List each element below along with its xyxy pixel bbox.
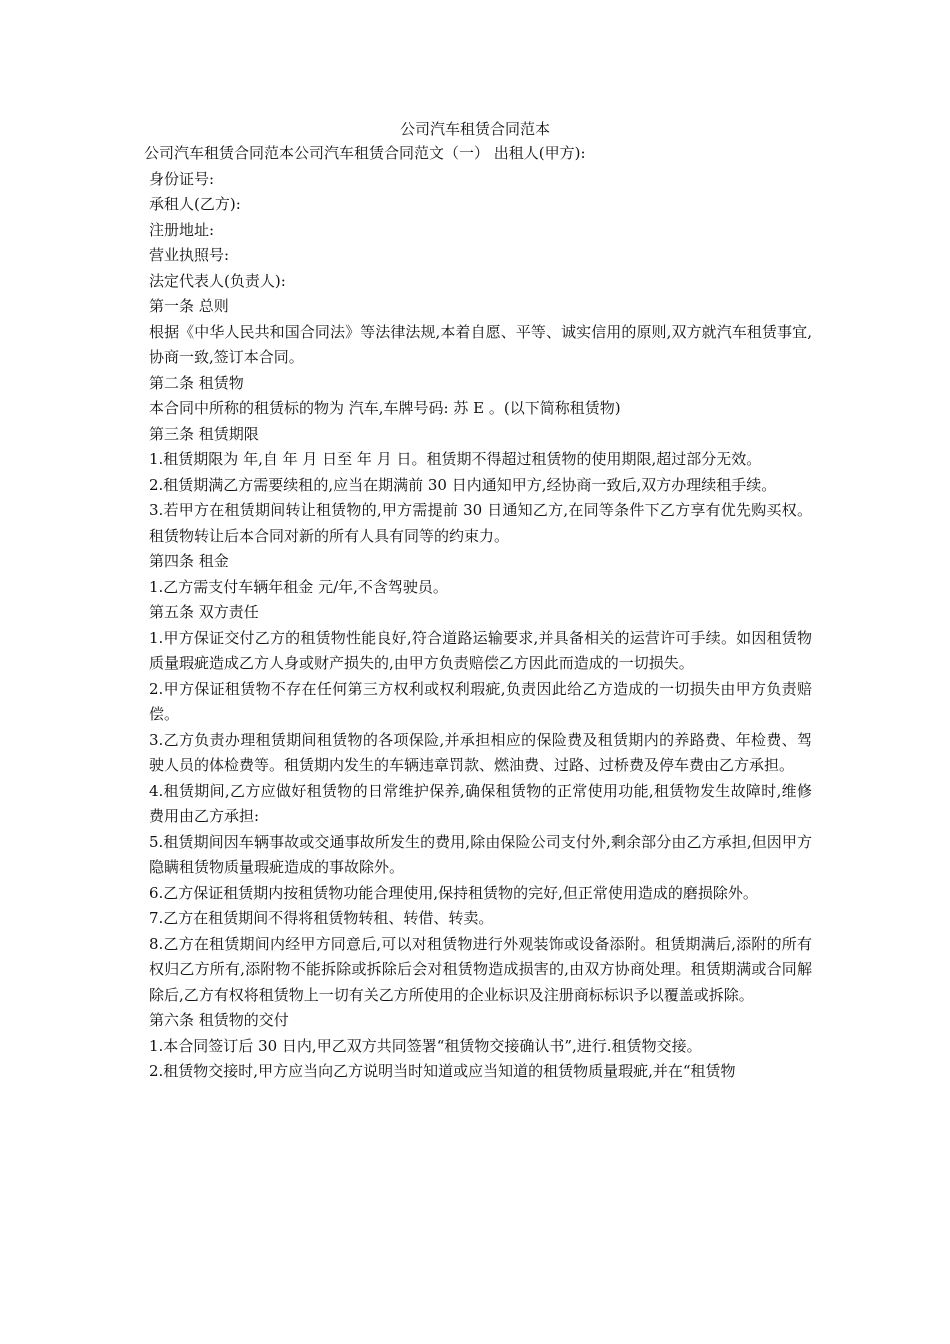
article-1-heading: 第一条 总则 — [149, 297, 229, 315]
article-5-item-4: 4.租赁期间,乙方应做好租赁物的日常维护保养,确保租赁物的正常使用功能,租赁物发生故障时,维修费用由乙方承担: — [149, 781, 812, 825]
article-5-item-7: 7.乙方在租赁期间不得将租赁物转租、转借、转卖。 — [149, 909, 494, 927]
article-6-item-1: 1.本合同签订后 30 日内,甲乙双方共同签署“租赁物交接确认书”,进行.租赁物交接。 — [149, 1036, 702, 1055]
id-number-field: 身份证号: — [149, 169, 215, 188]
article-5-item-2: 2.甲方保证租赁物不存在任何第三方权利或权利瑕疵,负责因此给乙方造成的一切损失由甲方负责赔偿。 — [149, 679, 812, 723]
article-2-text: 本合同中所称的租赁标的物为 汽车,车牌号码: 苏 E 。(以下简称租赁物) — [149, 399, 621, 417]
article-1-text: 根据《中华人民共和国合同法》等法律法规,本着自愿、平等、诚实信用的原则,双方就汽车租赁事宜,协商一致,签订本合同。 — [149, 322, 812, 366]
article-3-item-1: 1.租赁期限为 年,自 年 月 日至 年 月 日。租赁期不得超过租赁物的使用期限,超过部分无效。 — [149, 450, 762, 468]
article-5-item-8: 8.乙方在租赁期间内经甲方同意后,可以对租赁物进行外观装饰或设备添附。租赁期满后,添附的所有权归乙方所有,添附物不能拆除或拆除后会对租赁物造成损害的,由双方协商处理。租赁期满或合同解除后,乙方有权将租赁物上一切有关乙方所使用的企业标识及注册商标标识予以覆盖或拆除。 — [149, 934, 812, 1004]
registered-address-field: 注册地址: — [149, 220, 215, 239]
lessee-field: 承租人(乙方): — [149, 195, 241, 213]
article-4-heading: 第四条 租金 — [149, 552, 229, 570]
article-5-item-6: 6.乙方保证租赁期内按租赁物功能合理使用,保持租赁物的完好,但正常使用造成的磨损除外。 — [149, 883, 758, 902]
article-2-heading: 第二条 租赁物 — [149, 373, 244, 392]
article-5-item-1: 1.甲方保证交付乙方的租赁物性能良好,符合道路运输要求,并具备相关的运营许可手续。如因租赁物质量瑕疵造成乙方人身或财产损失的,由甲方负责赔偿乙方因此而造成的一切损失。 — [149, 628, 812, 672]
document-body — [144, 141, 812, 1085]
intro-line: 公司汽车租赁合同范本公司汽车租赁合同范文（一） 出租人(甲方): — [144, 144, 586, 162]
legal-representative-field: 法定代表人(负责人): — [149, 271, 286, 290]
article-3-heading: 第三条 租赁期限 — [149, 424, 259, 443]
article-5-heading: 第五条 双方责任 — [149, 603, 259, 621]
article-3-item-2: 2.租赁期满乙方需要续租的,应当在期满前 30 日内通知甲方,经协商一致后,双方办理续租手续。 — [149, 475, 777, 494]
business-license-field: 营业执照号: — [149, 246, 230, 264]
document-title: 公司汽车租赁合同范本 — [399, 120, 550, 138]
article-3-item-3: 3.若甲方在租赁期间转让租赁物的,甲方需提前 30 日通知乙方,在同等条件下乙方享有优先购买权。租赁物转让后本合同对新的所有人具有同等的约束力。 — [149, 501, 812, 545]
article-5-item-5: 5.租赁期间因车辆事故或交通事故所发生的费用,除由保险公司支付外,剩余部分由乙方承担,但因甲方隐瞒租赁物质量瑕疵造成的事故除外。 — [149, 832, 812, 876]
article-6-item-2: 2.租赁物交接时,甲方应当向乙方说明当时知道或应当知道的租赁物质量瑕疵,并在“租赁物 — [149, 1062, 736, 1080]
article-6-heading: 第六条 租赁物的交付 — [149, 1011, 289, 1029]
article-5-item-3: 3.乙方负责办理租赁期间租赁物的各项保险,并承担相应的保险费及租赁期内的养路费、年检费、驾驶人员的体检费等。租赁期内发生的车辆违章罚款、燃油费、过路、过桥费及停车费由乙方承担。 — [149, 730, 812, 774]
article-4-item-1: 1.乙方需支付车辆年租金 元/年,不含驾驶员。 — [149, 577, 448, 596]
